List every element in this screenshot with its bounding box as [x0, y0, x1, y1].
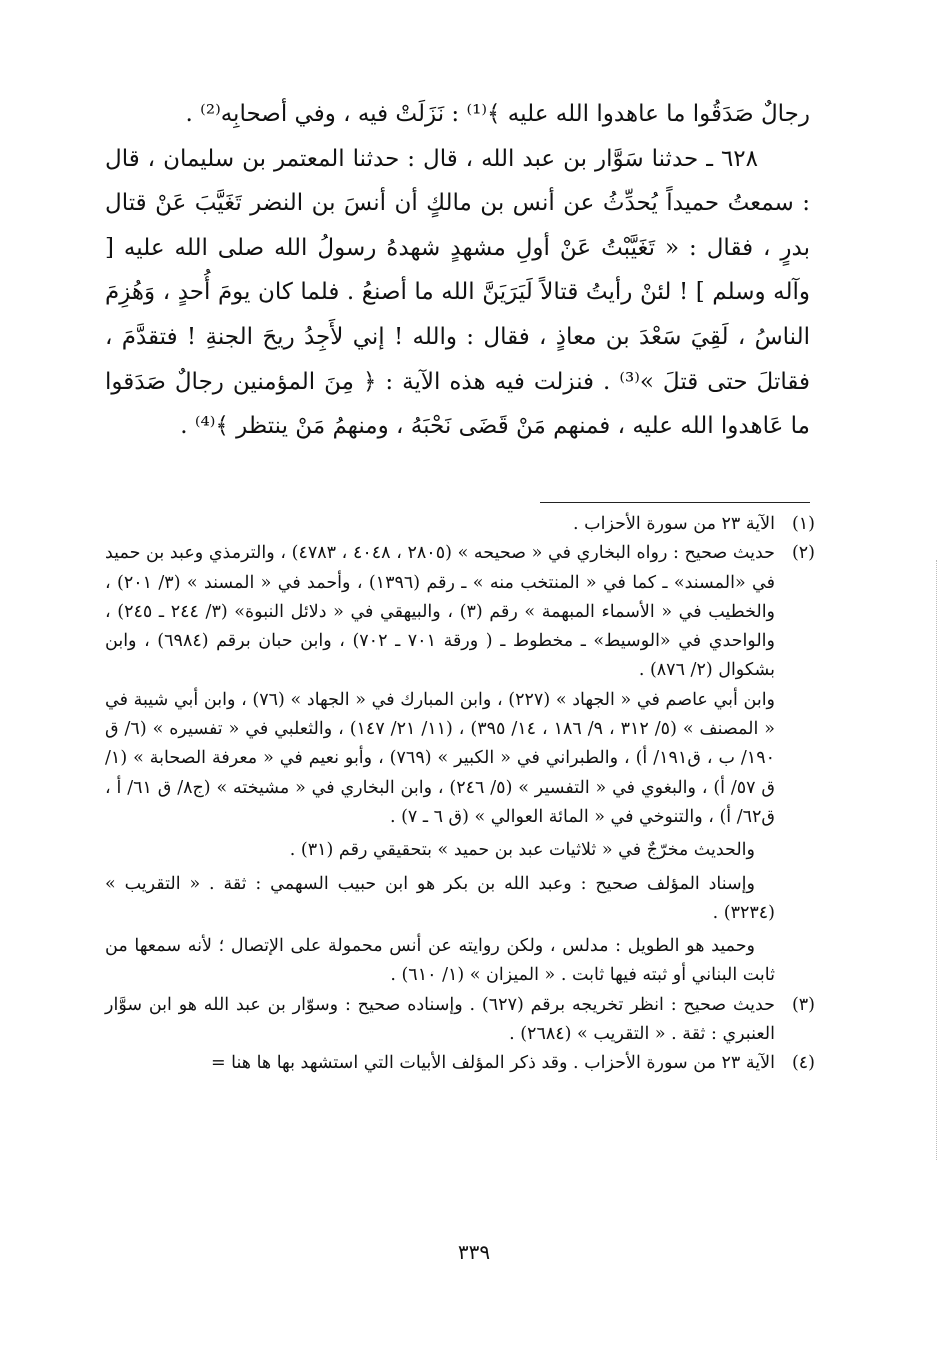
footnote-number: (٤)	[791, 1053, 815, 1074]
footnote-body	[105, 1049, 775, 1078]
footnote-paragraph: وحميد هو الطويل : مدلس ، ولكن روايته عن أنس محمولة على الإتصال ؛ لأنه سمعها من ثابت البناني أو ثبته فيها ثابت . « الميزان » (١/ ٦١٠) .	[105, 936, 775, 986]
scan-edge	[936, 560, 938, 1160]
footnote-number: (٣)	[791, 994, 815, 1015]
footnote-paragraph: والحديث مخرّجٌ في « ثلاثيات عبد بن حميد » بتحقيقي رقم (٣١) .	[289, 840, 755, 861]
footnote-number: (٢)	[791, 543, 815, 564]
page-number: ٣٣٩	[457, 1240, 491, 1264]
footnote-4	[105, 1049, 815, 1078]
footnote-paragraph: حديث صحيح : انظر تخريجه برقم (٦٢٧) . وإسناده صحيح : وسوّار بن عبد الله هو ابن سوَّار العنبري : ثقة . « التقريب » (٢٦٨٤) .	[105, 994, 775, 1045]
footnote-separator	[540, 502, 810, 503]
hadith-628: ٦٢٨ ـ حدثنا سَوَّار بن عبد الله ، قال : حدثنا المعتمر بن سليمان ، قال : سمعتُ حميداً يُحدِّثُ عن أنس بن مالكٍ أن أنسَ بن النضر تَغَيَّبَ عَنْ قتال بدرٍ ، فقال : « تَغَيَّبْتُ عَنْ أولِ مشهدٍ شهدهُ رسولُ الله صلى الله عليه [ وآله وسلم ] ! لئنْ رأيتُ قتالاً لَيَرَيَنَّ الله ما أصنعُ . فلما كان يومَ أُحدٍ ، وَهُزِمَ الناسُ ، لَقِيَ سَعْدَ بن معاذٍ ، فقال : والله ! إني لأَجِدُ ريحَ الجنةِ ! فتقدَّمَ ، فقاتلَ حتى قتلَ »⁽³⁾ . فنزلت فيه هذه الآية : ﴿ مِنَ المؤمنين رجالٌ صَدَقوا ما عَاهدوا الله عليه ، فمنهم مَنْ قَضَى نَحْبَهُ ، ومنهمُ مَنْ ينتظر ﴾⁽⁴⁾ .	[105, 145, 811, 440]
footnotes	[105, 510, 815, 1079]
footnote-paragraph: حديث صحيح : رواه البخاري في « صحيحه » (٢٨٠٥ ، ٤٠٤٨ ، ٤٧٨٣) ، والترمذي وعبد بن حميد في «المسند» ـ كما في « المنتخب منه » ـ رقم (١٣٩٦) ، وأحمد في « المسند » (٣/ ٢٠١) ، والخطيب في « الأسماء المبهمة » رقم (٣) ، والبيهقي في « دلائل النبوة» (٣/ ٢٤٤ ـ ٢٤٥) ، والواحدي في «الوسيط» ـ مخطوط ـ ( ورقة ٧٠١ ـ ٧٠٢) ، وابن حبان برقم (٦٩٨٤) ، وابن بشكوال (٢/ ٨٧٦) .	[105, 543, 776, 681]
footnote-paragraph: وابن أبي عاصم في « الجهاد » (٢٢٧) ، وابن المبارك في « الجهاد » (٧٦) ، وابن أبي شيبة في « المصنف » (٥/ ٣١٢ ، ٩/ ١٨٦ ، ١٤/ ٣٩٥) ، (١١/ ٢١/ ١٤٧) ، والثعلبي في « تفسيره » (٦/ ق ١٩٠/ ب ، ق١٩١/ أ) ، والطبراني في « الكبير » (٧٦٩) ، وأبو نعيم في « معرفة الصحابة » (١/ ق ٥٧/ أ) ، والبغوي في « التفسير » (٥/ ٢٤٦) ، وابن البخاري في « مشيخته » (ج٨/ ق ٦١/ أ ، ق٦٢/ أ) ، والتنوخي في « المائة العوالي » (ق ٦ ـ ٧) .	[105, 689, 776, 827]
footnote-paragraph: الآية ٢٣ من سورة الأحزاب .	[573, 514, 775, 534]
footnote-2	[105, 539, 815, 990]
footnote-number: (١)	[791, 514, 815, 534]
footnote-body	[105, 539, 775, 990]
footnote-3	[105, 991, 815, 1050]
footnote-1	[105, 510, 815, 539]
footnote-body	[105, 991, 775, 1050]
footnote-paragraph: الآية ٢٣ من سورة الأحزاب . وقد ذكر المؤلف الأبيات التي استشهد بها ها هنا =	[210, 1053, 775, 1074]
main-text	[105, 92, 810, 449]
intro-line: رجالٌ صَدَقُوا ما عاهدوا الله عليه ﴾⁽¹⁾ : نَزَلَتْ فيه ، وفي أصحابِه⁽²⁾ .	[185, 101, 810, 127]
footnote-paragraph: وإسناد المؤلف صحيح : وعبد الله بن بكر هو ابن حبيب السهمي : ثقة . « التقريب » (٣٢٣٤) .	[105, 873, 775, 923]
footnote-body	[105, 510, 775, 539]
